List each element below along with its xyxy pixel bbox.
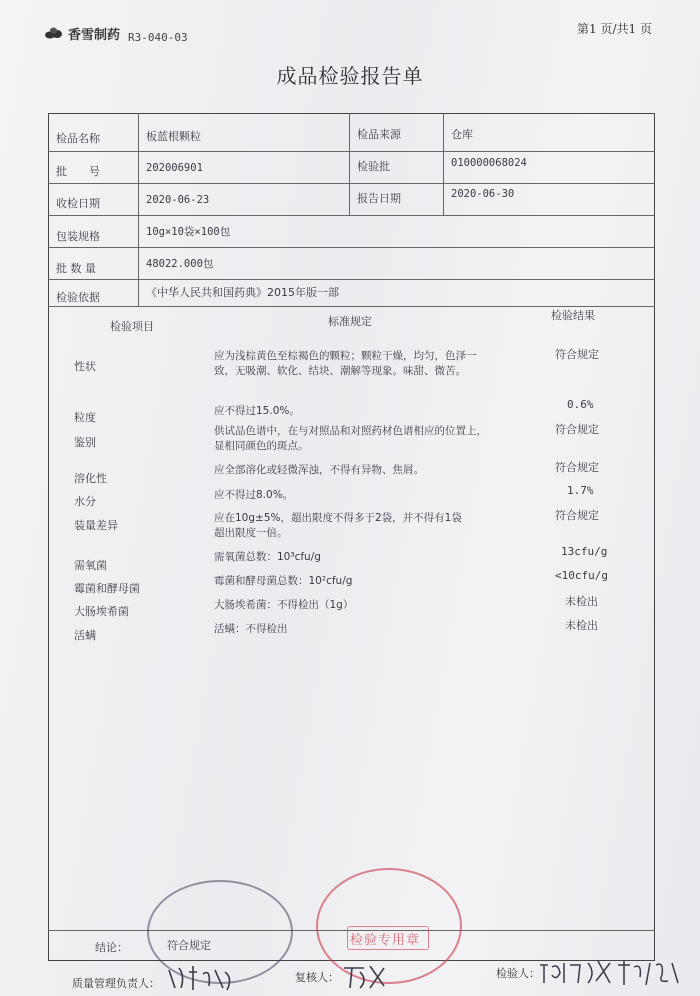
inspection-seal-label: 检验专用章 xyxy=(350,933,421,948)
table-divider xyxy=(138,113,139,306)
quantity-value: 48022.000包 xyxy=(146,258,214,270)
source-label: 检品来源 xyxy=(357,128,401,141)
package-value: 10g×10袋×100包 xyxy=(146,226,231,238)
receive-date-value: 2020-06-23 xyxy=(146,194,210,206)
column-header-result: 检验结果 xyxy=(551,309,595,322)
report-title: 成品检验报告单 xyxy=(276,64,424,88)
test-standard: 需氧菌总数：10³cfu/g xyxy=(214,551,321,563)
table-divider xyxy=(48,183,655,184)
batch-value: 202006901 xyxy=(146,162,203,174)
test-item: 装量差异 xyxy=(74,519,118,532)
test-standard: 应不得过15.0%。 xyxy=(214,405,300,417)
table-divider xyxy=(443,113,444,215)
test-result: 符合规定 xyxy=(555,348,599,361)
test-standard: 应全部溶化或轻微浑浊，不得有异物、焦屑。 xyxy=(214,464,424,476)
inspection-batch-value: 010000068024 xyxy=(451,157,527,169)
table-divider xyxy=(48,279,655,280)
test-item: 大肠埃希菌 xyxy=(74,605,129,618)
inspection-batch-label: 检验批 xyxy=(357,160,390,173)
column-header-item: 检验项目 xyxy=(110,320,154,333)
quantity-label: 批 数 量 xyxy=(56,262,96,275)
test-standard: 应在10g±5%，超出限度不得多于2袋，并不得有1袋超出限度一倍。 xyxy=(214,512,462,539)
product-name-label: 检品名称 xyxy=(56,132,100,145)
column-header-standard: 标准规定 xyxy=(328,315,372,328)
test-standard: 大肠埃希菌：不得检出（1g） xyxy=(214,599,354,611)
reviewer-signature xyxy=(340,960,390,992)
test-result: 13cfu/g xyxy=(561,545,608,558)
page-info: 第1 页/共1 页 xyxy=(577,22,652,36)
reviewer-label: 复核人： xyxy=(295,971,339,984)
test-result: 未检出 xyxy=(565,619,598,632)
document-code: R3-040-03 xyxy=(128,31,188,44)
report-date-value: 2020-06-30 xyxy=(451,188,515,200)
test-standard: 霉菌和酵母菌总数：10²cfu/g xyxy=(214,575,353,587)
report-date-label: 报告日期 xyxy=(357,192,401,205)
test-result: 未检出 xyxy=(565,595,598,608)
table-divider xyxy=(48,151,655,152)
company-logo xyxy=(44,24,120,43)
test-result: 1.7% xyxy=(567,484,594,497)
conclusion-label: 结论： xyxy=(95,941,128,954)
flower-logo-icon xyxy=(44,26,64,42)
test-item: 粒度 xyxy=(74,411,96,424)
test-result: 符合规定 xyxy=(555,461,599,474)
test-item: 霉菌和酵母菌 xyxy=(74,582,140,595)
test-item: 水分 xyxy=(74,495,96,508)
test-result: <10cfu/g xyxy=(555,569,608,582)
table-divider xyxy=(48,247,655,248)
basis-value: 《中华人民共和国药典》2015年版一部 xyxy=(146,286,339,299)
test-result: 0.6% xyxy=(567,398,594,411)
quality-manager-label: 质量管理负责人： xyxy=(72,977,160,990)
quality-manager-signature xyxy=(165,962,240,994)
test-item: 活螨 xyxy=(74,629,96,642)
product-name-value: 板蓝根颗粒 xyxy=(146,130,201,143)
package-label: 包装规格 xyxy=(56,230,100,243)
test-item: 性状 xyxy=(74,360,96,373)
table-divider xyxy=(48,215,655,216)
source-value: 仓库 xyxy=(451,128,473,141)
test-item: 需氧菌 xyxy=(74,559,107,572)
inspector-label: 检验人： xyxy=(496,967,540,980)
logo-text: 香雪制药 xyxy=(68,28,121,43)
test-result: 符合规定 xyxy=(555,423,599,436)
batch-label: 批 号 xyxy=(56,165,100,178)
basis-label: 检验依据 xyxy=(56,291,100,304)
test-standard: 应为浅棕黄色至棕褐色的颗粒；颗粒干燥，均匀，色泽一致，无吸潮、软化、结块、潮解等现象。味甜、微苦。 xyxy=(214,350,477,377)
conclusion-value: 符合规定 xyxy=(167,939,211,952)
receive-date-label: 收检日期 xyxy=(56,197,100,210)
test-standard: 应不得过8.0%。 xyxy=(214,489,294,501)
test-item: 溶化性 xyxy=(74,472,107,485)
inspector-signatures xyxy=(538,955,688,989)
table-divider xyxy=(349,113,350,215)
test-result: 符合规定 xyxy=(555,509,599,522)
test-standard: 活螨：不得检出 xyxy=(214,623,288,635)
test-item: 鉴别 xyxy=(74,436,96,449)
test-standard: 供试品色谱中，在与对照品和对照药材色谱相应的位置上，显相同颜色的斑点。 xyxy=(214,425,487,452)
